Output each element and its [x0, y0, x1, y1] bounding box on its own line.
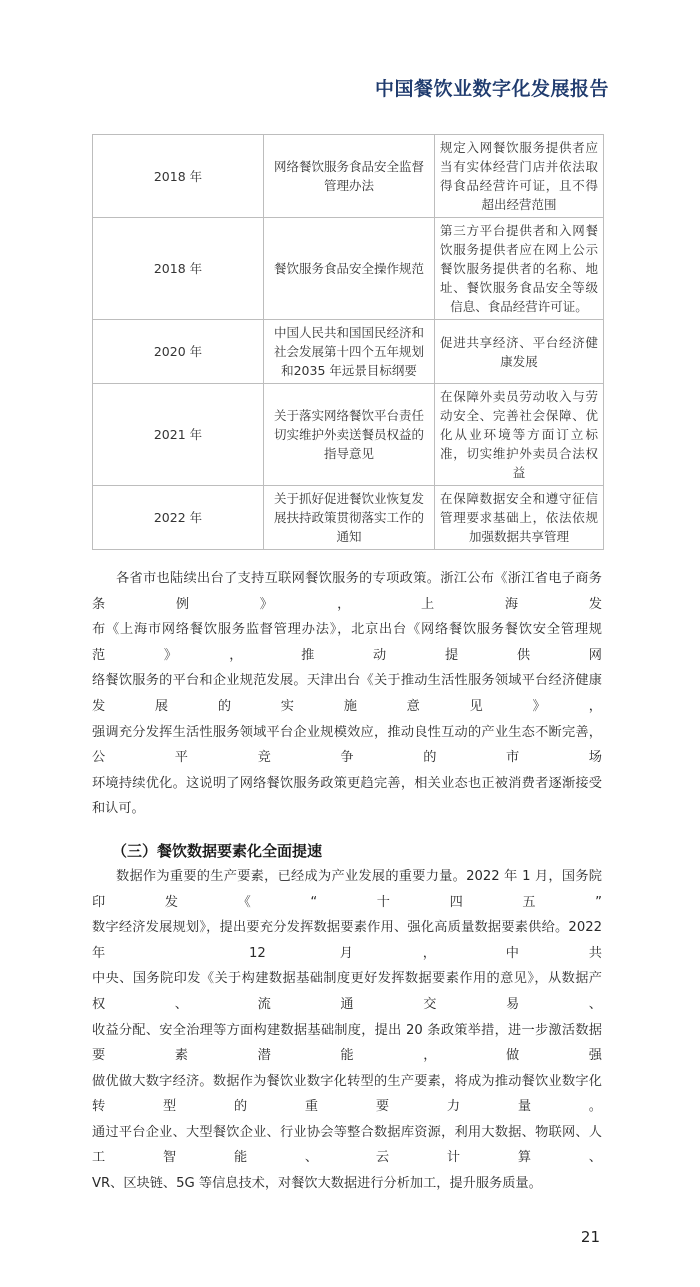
policy-name-cell: 餐饮服务食品安全操作规范: [264, 218, 435, 320]
paragraph-line: 收益分配、安全治理等方面构建数据基础制度，提出 20 条政策举措，进一步激活数据要素潜能，做强: [92, 1022, 602, 1064]
report-title: 中国餐饮业数字化发展报告: [374, 78, 609, 100]
table-row: [93, 486, 604, 550]
paragraph-line: 数字经济发展规划》，提出要充分发挥数据要素作用、强化高质量数据要素供给。2022 年 12 月，中共: [92, 920, 602, 961]
paragraph-line: 做优做大数字经济。数据作为餐饮业数字化转型的生产要素，将成为推动餐饮业数字化转型的重要力量。: [92, 1073, 602, 1115]
policy-content-cell: 第三方平台提供者和入网餐饮服务提供者应在网上公示餐饮服务提供者的名称、地址、餐饮服务食品安全等级信息、食品经营许可证。: [435, 218, 604, 320]
policy-name-cell: 关于抓好促进餐饮业恢复发展扶持政策贯彻落实工作的通知: [264, 486, 435, 550]
policy-content-cell: 在保障数据安全和遵守征信管理要求基础上，依法依规加强数据共享管理: [435, 486, 604, 550]
paragraph-line: 通过平台企业、大型餐饮企业、行业协会等整合数据库资源，利用大数据、物联网、人工智能、云计算、: [92, 1124, 602, 1166]
section-heading: （三）餐饮数据要素化全面提速: [112, 841, 323, 860]
policy-content-cell: 在保障外卖员劳动收入与劳动安全、完善社会保障、优化从业环境等方面订立标准，切实维护外卖员合法权益: [435, 384, 604, 486]
paragraph-line: 布《上海市网络餐饮服务监督管理办法》，北京出台《网络餐饮服务餐饮安全管理规范》，推动提供网: [92, 622, 602, 663]
year-cell: 2021 年: [93, 384, 264, 486]
paragraph-line: 中央、国务院印发《关于构建数据基础制度更好发挥数据要素作用的意见》，从数据产权、流通交易、: [92, 971, 602, 1012]
policy-content-cell: 促进共享经济、平台经济健康发展: [435, 320, 604, 384]
paragraph-data-elements: [92, 864, 602, 1197]
paragraph-line: 数据作为重要的生产要素，已经成为产业发展的重要力量。2022 年 1 月，国务院印发《“十四五”: [92, 868, 602, 910]
paragraph-line: 各省市也陆续出台了支持互联网餐饮服务的专项政策。浙江公布《浙江省电子商务条例》，上海发: [92, 571, 602, 612]
policy-table: [92, 134, 604, 550]
paragraph-line: VR、区块链、5G 等信息技术，对餐饮大数据进行分析加工，提升服务质量。: [92, 1176, 542, 1192]
year-cell: 2018 年: [93, 218, 264, 320]
table-row: [93, 320, 604, 384]
page-number: 21: [580, 1227, 600, 1246]
paragraph-line: 环境持续优化。这说明了网络餐饮服务政策更趋完善，相关业态也正被消费者逐渐接受和认可。: [92, 775, 602, 817]
year-cell: 2018 年: [93, 135, 264, 218]
table-row: [93, 135, 604, 218]
year-cell: 2020 年: [93, 320, 264, 384]
policy-content-cell: 规定入网餐饮服务提供者应当有实体经营门店并依法取得食品经营许可证，且不得超出经营范围: [435, 135, 604, 218]
year-cell: 2022 年: [93, 486, 264, 550]
table-row: [93, 384, 604, 486]
policy-name-cell: 中国人民共和国国民经济和社会发展第十四个五年规划和2035 年远景目标纲要: [264, 320, 435, 384]
paragraph-line: 络餐饮服务的平台和企业规范发展。天津出台《关于推动生活性服务领域平台经济健康发展的实施意见》，: [92, 673, 602, 714]
policy-name-cell: 关于落实网络餐饮平台责任切实维护外卖送餐员权益的指导意见: [264, 384, 435, 486]
paragraph-line: 强调充分发挥生活性服务领域平台企业规模效应，推动良性互动的产业生态不断完善，公平竞争的市场: [92, 724, 602, 766]
policy-name-cell: 网络餐饮服务食品安全监督管理办法: [264, 135, 435, 218]
paragraph-provincial-policies: [92, 566, 602, 822]
table-row: [93, 218, 604, 320]
